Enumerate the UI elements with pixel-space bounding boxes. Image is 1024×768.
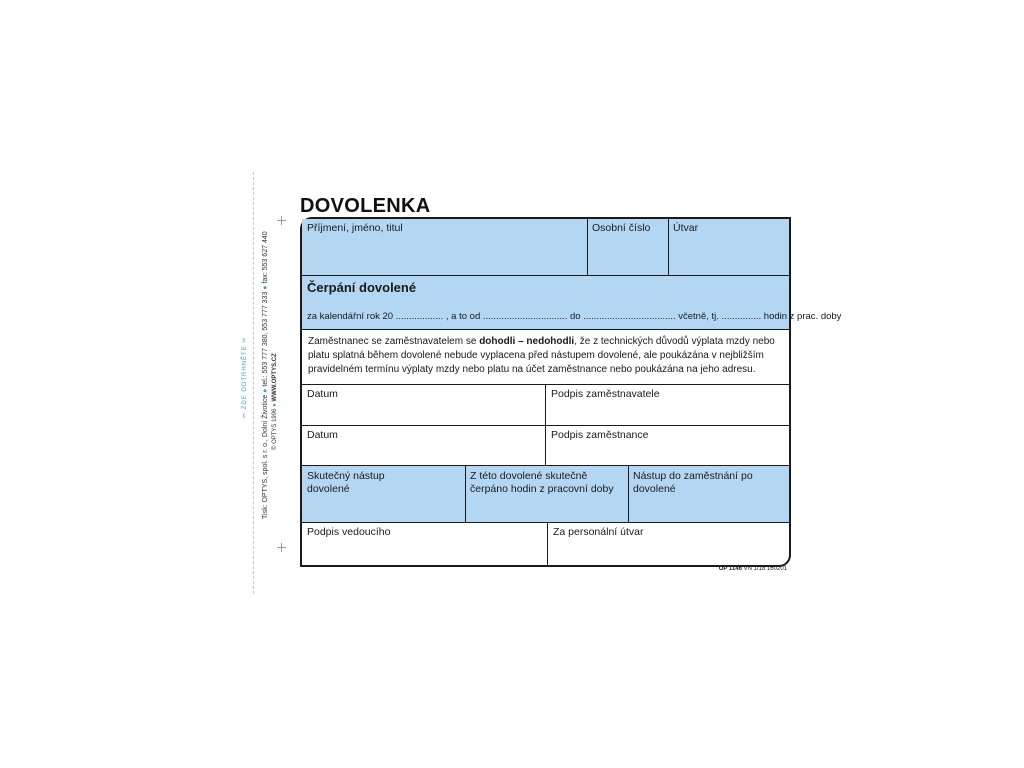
divider <box>587 219 588 275</box>
divider <box>545 385 546 425</box>
actual-hours-field[interactable] <box>465 466 628 522</box>
printer-website: WWW.OPTYS.CZ <box>272 353 278 402</box>
employer-signature-label: Podpis zaměstnavatele <box>551 388 660 400</box>
form-code <box>719 566 787 572</box>
cut-here-label: ✂ ZDE ODTRHNĚTE ✂ <box>242 336 248 418</box>
actual-start-label: Skutečný nástup dovolené <box>307 470 385 495</box>
agreement-text-end: , že z technických důvodů výplata mzdy nebo platu splatná během dovolené nebude vyplacena před nástupem dovolené, ale poukázána v nejbližším pravidelném termínu výplaty mzdy nebo platu na účet zaměstnance nebo poukázána na jeho adresu. <box>308 336 775 375</box>
divider <box>628 466 629 522</box>
bullet-icon: ● <box>262 386 269 393</box>
employee-signature-label: Podpis zaměstnance <box>551 429 649 441</box>
bullet-icon: ● <box>262 283 269 290</box>
vacation-heading: Čerpání dovolené <box>307 280 417 295</box>
actual-return-field[interactable] <box>628 466 789 522</box>
vacation-to-blank[interactable]: ................................... <box>580 311 679 322</box>
name-label: Příjmení, jméno, titul <box>307 222 403 234</box>
personal-number-field[interactable] <box>587 219 668 275</box>
vacation-to-label: do <box>569 311 581 322</box>
vacation-section <box>302 276 842 329</box>
vacation-period-line <box>307 310 842 323</box>
registration-mark-icon <box>277 543 286 552</box>
actual-hours-label: Z této dovolené skutečně čerpáno hodin z pracovní doby <box>470 470 614 495</box>
department-label: Útvar <box>673 222 699 234</box>
employee-date-field[interactable] <box>302 426 545 465</box>
divider <box>465 466 466 522</box>
manager-signature-field[interactable] <box>302 523 547 565</box>
employee-signature-field[interactable] <box>546 426 789 465</box>
hr-label: Za personální útvar <box>553 526 644 538</box>
actual-start-field[interactable] <box>302 466 465 522</box>
vacation-year-blank[interactable]: .................. <box>393 311 446 322</box>
vacation-hours-label: hodin z prac. doby <box>763 311 842 322</box>
registration-mark-icon <box>277 216 286 225</box>
form-number: OP 1146 <box>718 566 742 572</box>
actual-return-label: Nástup do zaměstnání po dovolené <box>633 470 753 495</box>
agreement-choice[interactable]: dohodli – nedohodli <box>479 336 575 347</box>
hr-field[interactable] <box>548 523 789 565</box>
manager-signature-label: Podpis vedoucího <box>307 526 391 538</box>
vacation-hours-blank[interactable]: ............... <box>718 311 764 322</box>
employer-date-field[interactable] <box>302 385 545 425</box>
vacation-year-label: za kalendářní rok 20 <box>307 311 394 322</box>
copyright-text: © OPTYS 1996 <box>272 408 278 450</box>
vacation-from-label: , a to od <box>445 311 481 322</box>
form-title: DOVOLENKA <box>300 195 431 217</box>
name-field[interactable] <box>302 219 587 275</box>
perforation-line <box>253 172 254 594</box>
employer-signature-field[interactable] <box>546 385 789 425</box>
agreement-text-start: Zaměstnanec se zaměstnavatelem se <box>308 336 480 347</box>
personal-number-label: Osobní číslo <box>592 222 651 234</box>
employer-date-label: Datum <box>307 388 338 400</box>
agreement-text <box>302 330 789 384</box>
printer-info <box>262 231 269 519</box>
printer-phone: tel.: 553 777 380, 553 777 333 <box>262 291 269 387</box>
form-serial: 160201 <box>766 566 787 572</box>
copyright-info <box>272 353 278 450</box>
printer-fax: fax: 553 627 440 <box>262 231 269 284</box>
employee-date-label: Datum <box>307 429 338 441</box>
printer-name: Tisk: OPTYS, spol. s r. o., Dolní Životice <box>262 394 269 519</box>
bullet-icon: ● <box>272 401 278 407</box>
divider <box>668 219 669 275</box>
divider <box>547 523 548 565</box>
vacation-inclusive-label: včetně, tj. <box>678 311 719 322</box>
vacation-from-blank[interactable]: ................................ <box>480 311 570 322</box>
department-field[interactable] <box>668 219 789 275</box>
vacation-form <box>300 217 842 567</box>
divider <box>545 426 546 465</box>
form-version: VN 1/18 <box>743 566 766 572</box>
